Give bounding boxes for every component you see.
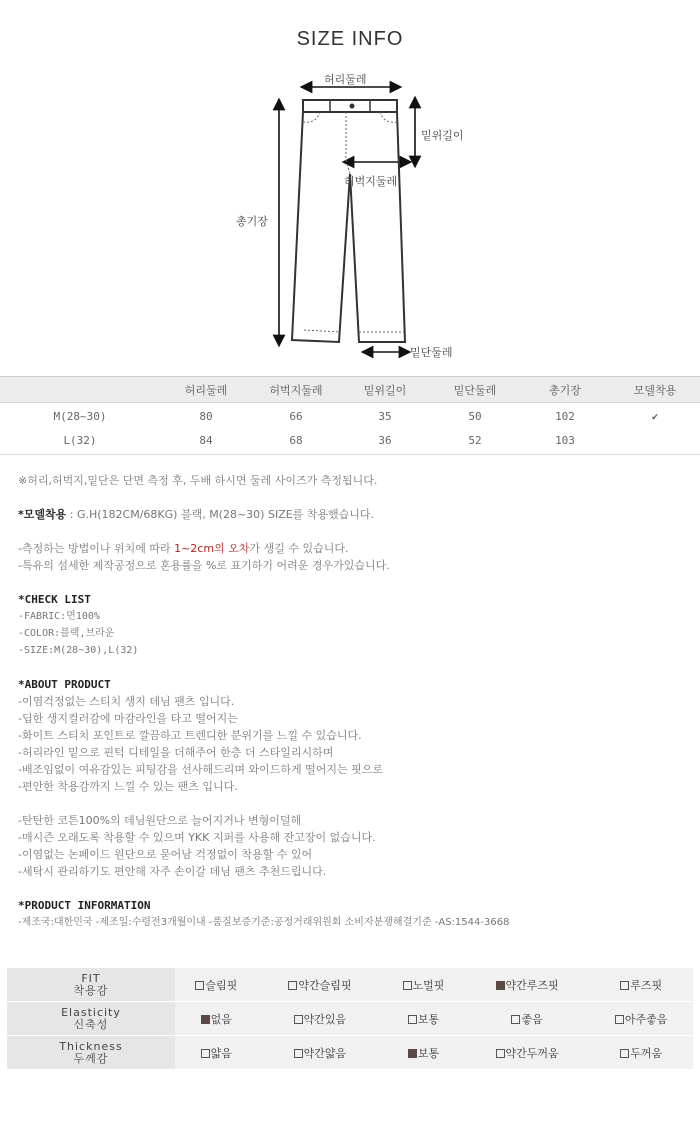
checkbox-icon bbox=[511, 1015, 520, 1024]
model-check-icon: ✔ bbox=[651, 410, 659, 424]
list-item: -허리라인 밑으로 핀턱 디테일을 더해주어 한층 더 스타일리시하며 bbox=[18, 746, 334, 759]
product-information: -제조국:대한민국 -제조일:수령전3개월이내 -품질보증기준:공정거래위원회 소비자분쟁해결기준 -AS:1544-3668 bbox=[18, 917, 510, 928]
table-row bbox=[0, 427, 700, 455]
fit-option bbox=[382, 968, 465, 1002]
option-label: 약간얇음 bbox=[303, 1046, 347, 1060]
fit-option-selected bbox=[465, 968, 590, 1002]
elasticity-row bbox=[7, 1002, 693, 1036]
header-cell: 모델착용 bbox=[610, 377, 700, 403]
header-cell bbox=[0, 377, 160, 403]
option-label: 아주좋음 bbox=[624, 1012, 668, 1026]
option-label: 약간두꺼움 bbox=[505, 1046, 559, 1060]
fit-row bbox=[7, 968, 693, 1002]
fit-label-en: FIT bbox=[81, 971, 101, 985]
about-product-heading: *ABOUT PRODUCT bbox=[18, 678, 111, 691]
value-cell: 68 bbox=[252, 427, 340, 455]
model-text: : G.H(182CM/68KG) 블랙, M(28~30) SIZE를 착용했습니다. bbox=[66, 508, 375, 521]
thickness-option bbox=[465, 1036, 590, 1070]
error-highlight: 1~2cm의 오차 bbox=[174, 542, 250, 555]
checkbox-icon bbox=[620, 981, 629, 990]
checkbox-icon bbox=[294, 1015, 303, 1024]
page-title: SIZE INFO bbox=[296, 28, 404, 50]
error-text: 가 생길 수 있습니다. bbox=[249, 542, 349, 555]
list-item: -딥한 생지컬러감에 마감라인을 타고 떨어지는 bbox=[18, 712, 238, 725]
elasticity-option bbox=[382, 1002, 465, 1036]
thigh-label: 허벅지둘레 bbox=[344, 175, 398, 188]
fit-option bbox=[589, 968, 693, 1002]
option-label: 노멀핏 bbox=[412, 978, 445, 992]
list-item: -SIZE:M(28~30),L(32) bbox=[18, 645, 139, 656]
checkbox-icon bbox=[288, 981, 297, 990]
error-note bbox=[18, 540, 688, 557]
value-cell: 52 bbox=[430, 427, 520, 455]
elasticity-label-en: Elasticity bbox=[61, 1005, 121, 1019]
list-item: -탄탄한 코튼100%의 데님원단으로 늘어지거나 변형이덜해 bbox=[18, 814, 302, 827]
checkbox-icon bbox=[496, 1049, 505, 1058]
list-item: -이염없는 논페이드 원단으로 묻어남 걱정없이 착용할 수 있어 bbox=[18, 848, 313, 861]
list-item: -COLOR:블랙,브라운 bbox=[18, 628, 115, 639]
thickness-option-selected bbox=[382, 1036, 465, 1070]
value-cell: 102 bbox=[555, 410, 575, 424]
value-cell: 35 bbox=[378, 410, 392, 424]
length-label: 총기장 bbox=[236, 215, 268, 228]
value-cell: 84 bbox=[160, 427, 252, 455]
option-label: 약간있음 bbox=[303, 1012, 347, 1026]
list-item: -편안한 착용감까지 느낄 수 있는 팬츠 입니다. bbox=[18, 780, 238, 793]
thickness-option bbox=[258, 1036, 383, 1070]
model-wearing bbox=[18, 506, 688, 523]
waist-label: 허리둘레 bbox=[324, 73, 367, 86]
checkbox-icon bbox=[294, 1049, 303, 1058]
checkbox-icon bbox=[195, 981, 204, 990]
fit-option bbox=[175, 968, 258, 1002]
checkbox-icon bbox=[615, 1015, 624, 1024]
model-label: *모델착용 bbox=[18, 508, 67, 521]
header-cell: 허리둘레 bbox=[160, 377, 252, 403]
list-item: -화이트 스티치 포인트로 깔끔하고 트렌디한 분위기를 느낄 수 있습니다. bbox=[18, 729, 362, 742]
thickness-option bbox=[175, 1036, 258, 1070]
check-list-heading: *CHECK LIST bbox=[18, 593, 91, 606]
elasticity-option bbox=[258, 1002, 383, 1036]
option-label: 보통 bbox=[417, 1046, 440, 1060]
elasticity-option-selected bbox=[175, 1002, 258, 1036]
thickness-row bbox=[7, 1036, 693, 1070]
model-cell bbox=[610, 427, 700, 455]
checkbox-checked-icon bbox=[201, 1015, 210, 1024]
size-table-header bbox=[0, 377, 700, 403]
list-item: -배조임없이 여유감있는 피팅감을 선사해드리며 와이드하게 떨어지는 핏으로 bbox=[18, 763, 383, 776]
pants-illustration bbox=[0, 60, 700, 370]
measure-note: ※허리,허벅지,밑단은 단면 측정 후, 두배 하시면 둘레 사이즈가 측정됩니다. bbox=[18, 474, 378, 487]
option-label: 얇음 bbox=[210, 1046, 232, 1060]
checkbox-icon bbox=[201, 1049, 210, 1058]
hem-label: 밑단둘레 bbox=[410, 346, 453, 359]
value-cell: 66 bbox=[289, 410, 303, 424]
blend-note: -특유의 섬세한 제작공정으로 혼용률을 %로 표기하기 어려운 경우가있습니다. bbox=[18, 559, 390, 572]
list-item: -세탁시 관리하기도 편안해 자주 손이갈 데님 팬츠 추천드립니다. bbox=[18, 865, 327, 878]
header-cell: 총기장 bbox=[520, 377, 610, 403]
rise-label: 밑위길이 bbox=[421, 129, 464, 142]
value-cell: 80 bbox=[199, 410, 213, 424]
size-cell: L(32) bbox=[0, 427, 160, 455]
option-label: 슬림핏 bbox=[205, 978, 238, 992]
list-item: -FABRIC:면100% bbox=[18, 611, 100, 622]
checkbox-icon bbox=[408, 1015, 417, 1024]
fit-row-header bbox=[7, 968, 175, 1002]
header-cell: 밑단둘레 bbox=[430, 377, 520, 403]
elasticity-option bbox=[465, 1002, 590, 1036]
elasticity-row-header bbox=[7, 1002, 175, 1036]
fit-table bbox=[7, 968, 693, 1070]
product-information-heading: *PRODUCT INFORMATION bbox=[18, 899, 151, 912]
option-label: 약간루즈핏 bbox=[505, 978, 559, 992]
option-label: 없음 bbox=[210, 1012, 232, 1026]
fit-option bbox=[258, 968, 383, 1002]
checkbox-icon bbox=[620, 1049, 629, 1058]
fit-label-ko: 착용감 bbox=[73, 983, 109, 997]
list-item: -매시즌 오래도록 착용할 수 있으며 YKK 지퍼를 사용해 잔고장이 없습니다. bbox=[18, 831, 376, 844]
product-notes bbox=[18, 472, 688, 931]
checkbox-checked-icon bbox=[408, 1049, 417, 1058]
value-cell: 103 bbox=[520, 427, 610, 455]
checkbox-icon bbox=[403, 981, 412, 990]
header-cell: 허벅지둘레 bbox=[252, 377, 340, 403]
size-table bbox=[0, 376, 700, 455]
thickness-option bbox=[589, 1036, 693, 1070]
list-item: -이염걱정없는 스티치 생지 데님 팬츠 입니다. bbox=[18, 695, 235, 708]
elasticity-option bbox=[589, 1002, 693, 1036]
thickness-row-header bbox=[7, 1036, 175, 1070]
elasticity-label-ko: 신축성 bbox=[73, 1017, 109, 1031]
option-label: 두꺼움 bbox=[630, 1046, 663, 1060]
header-cell: 밑위길이 bbox=[340, 377, 430, 403]
thickness-label-en: Thickness bbox=[59, 1039, 123, 1053]
option-label: 약간슬림핏 bbox=[298, 978, 352, 992]
pants-diagram bbox=[0, 60, 700, 370]
value-cell: 50 bbox=[468, 410, 482, 424]
error-text: -측정하는 방법이나 위치에 따라 bbox=[18, 542, 175, 555]
table-row bbox=[0, 403, 700, 427]
size-cell: M(28~30) bbox=[53, 410, 107, 424]
checkbox-checked-icon bbox=[496, 981, 505, 990]
value-cell: 36 bbox=[340, 427, 430, 455]
option-label: 좋음 bbox=[521, 1012, 543, 1026]
option-label: 보통 bbox=[417, 1012, 440, 1026]
thickness-label-ko: 두께감 bbox=[73, 1051, 109, 1065]
option-label: 루즈핏 bbox=[630, 978, 663, 992]
